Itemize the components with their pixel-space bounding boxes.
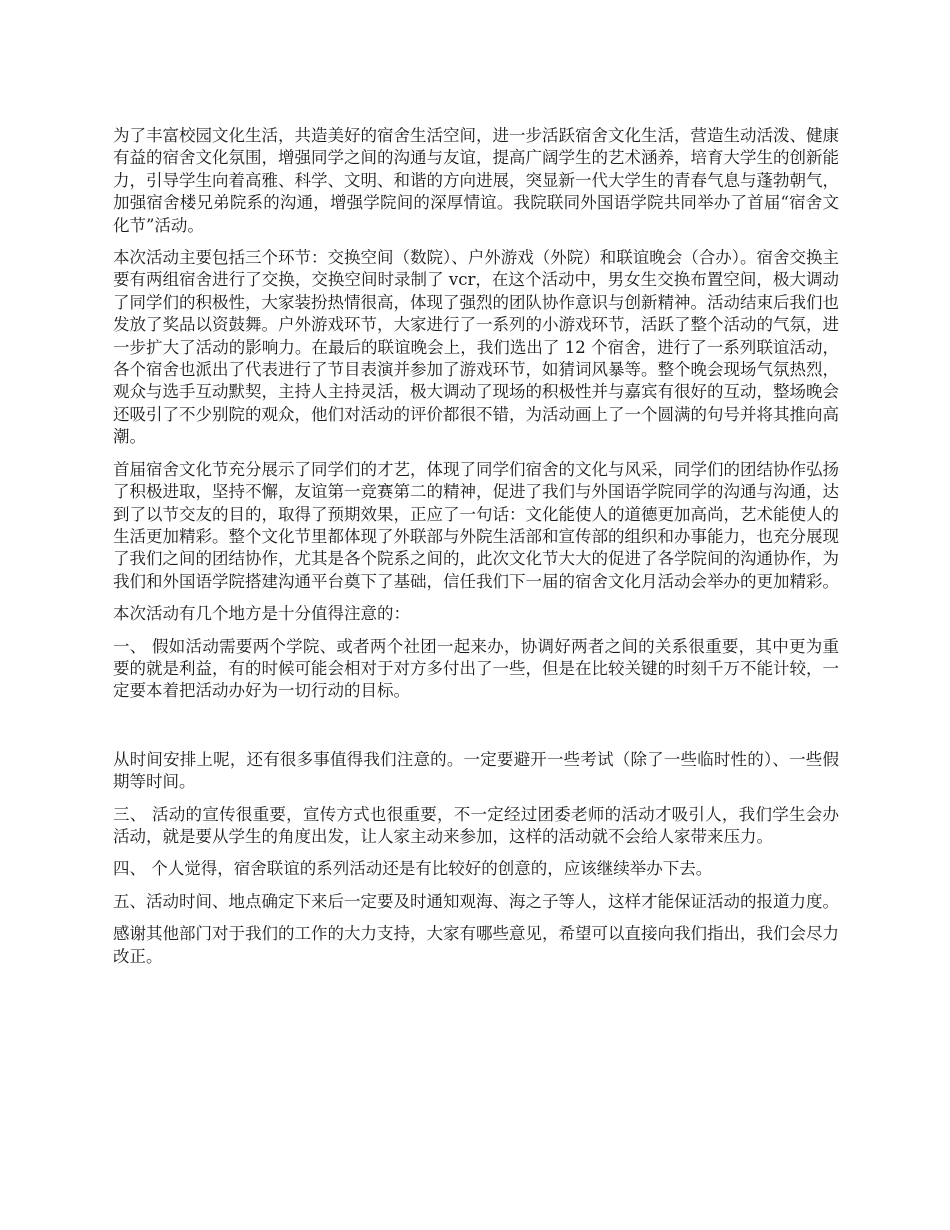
paragraph-note-5: 五、活动时间、地点确定下来后一定要及时通知观海、海之子等人，这样才能保证活动的报道力度。 <box>113 891 839 911</box>
paragraph-note-1: 一、 假如活动需要两个学院、或者两个社团一起来办，协调好两者之间的关系很重要，其中更为重要的就是利益，有的时候可能会相对于对方多付出了一些，但是在比较关键的时刻千万不能计较，一定要本着把活动办好为一切行动的目标。 <box>113 636 839 701</box>
paragraph-note-3: 三、 活动的宣传很重要，宣传方式也很重要，不一定经过团委老师的活动才吸引人，我们学生会办活动，就是要从学生的角度出发，让人家主动来参加，这样的活动就不会给人家带来压力。 <box>113 804 839 846</box>
paragraph-notes-heading: 本次活动有几个地方是十分值得注意的： <box>113 604 410 624</box>
document-body <box>113 125 839 978</box>
paragraph-intro: 为了丰富校园文化生活，共造美好的宿舍生活空间，进一步活跃宿舍文化生活，营造生动活泼、健康有益的宿舍文化氛围，增强同学之间的沟通与友谊，提高广阔学生的艺术涵养，培育大学生的创新能力，引导学生向着高雅、科学、文明、和谐的方向进展，突显新一代大学生的青春气息与蓬勃朝气，加强宿舍楼兄弟院系的沟通，增强学院间的深厚情谊。我院联同外国语学院共同举办了首届“宿舍文化节”活动。 <box>113 126 839 235</box>
paragraph-activities: 本次活动主要包括三个环节：交换空间（数院）、户外游戏（外院）和联谊晚会（合办）。宿舍交换主要有两组宿舍进行了交换，交换空间时录制了 vcr，在这个活动中，男女生交换布置空间，极大调动了同学们的积极性，大家装扮热情很高，体现了强烈的团队协作意识与创新精神。活动结束后我们也发放了奖品以资鼓舞。户外游戏环节，大家进行了一系列的小游戏环节，活跃了整个活动的气氛，进一步扩大了活动的影响力。在最后的联谊晚会上，我们选出了 12 个宿舍，进行了一系列联谊活动，各个宿舍也派出了代表进行了节目表演并参加了游戏环节，如猜词风暴等。整个晚会现场气氛热烈，观众与选手互动默契，主持人主持灵活，极大调动了现场的积极性并与嘉宾有很好的互动，整场晚会还吸引了不少别院的观众，他们对活动的评价都很不错，为活动画上了一个圆满的句号并将其推向高潮。 <box>113 248 839 447</box>
blank-spacer <box>113 713 839 749</box>
paragraph-thanks: 感谢其他部门对于我们的工作的大力支持，大家有哪些意见，希望可以直接向我们指出，我们会尽力改正。 <box>113 924 839 966</box>
paragraph-summary: 首届宿舍文化节充分展示了同学们的才艺，体现了同学们宿舍的文化与风采，同学们的团结协作弘扬了积极进取，坚持不懈，友谊第一竞赛第二的精神，促进了我们与外国语学院同学的沟通与沟通，达到了以节交友的目的，取得了预期效果，正应了一句话：文化能使人的道德更加高尚，艺术能使人的生活更加精彩。整个文化节里都体现了外联部与外院生活部和宣传部的组织和办事能力，也充分展现了我们之间的团结协作，尤其是各个院系之间的，此次文化节大大的促进了各学院间的沟通协作，为我们和外国语学院搭建沟通平台奠下了基础，信任我们下一届的宿舍文化月活动会举办的更加精彩。 <box>113 459 839 591</box>
paragraph-note-4: 四、 个人觉得，宿舍联谊的系列活动还是有比较好的创意的，应该继续举办下去。 <box>113 859 713 879</box>
paragraph-note-2: 从时间安排上呢，还有很多事值得我们注意的。一定要避开一些考试（除了一些临时性的）、一些假期等时间。 <box>113 749 839 792</box>
